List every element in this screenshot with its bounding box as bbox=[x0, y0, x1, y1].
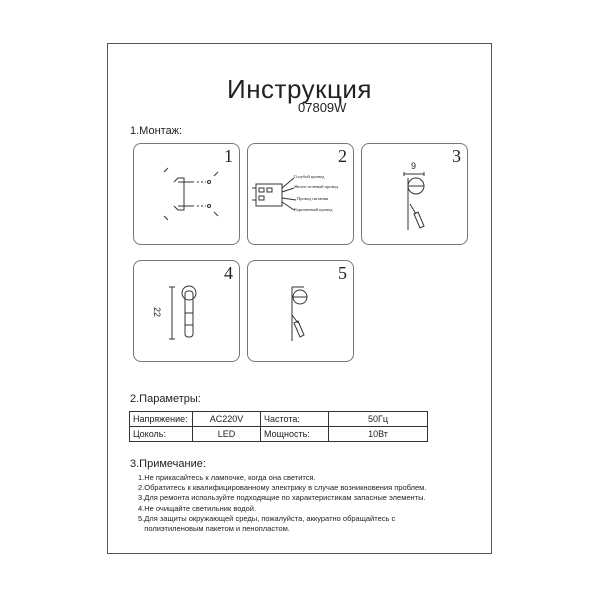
step-3-panel bbox=[361, 143, 468, 245]
lamp-front-view-illustration bbox=[362, 144, 469, 246]
step-number: 4 bbox=[224, 263, 233, 283]
document-title: Инструкция bbox=[227, 74, 372, 104]
dimension-9-label: 9 bbox=[411, 161, 417, 171]
list-item: 5.Для защиты окружающей среды, пожалуйста, аккуратно обращайтесь с bbox=[138, 513, 396, 523]
list-item: полиэтиленовым пакетом и пенопластом. bbox=[138, 524, 290, 534]
list-item: 1.Не прикасайтесь к лампочке, когда она светится. bbox=[138, 473, 316, 482]
step-number: 1 bbox=[224, 146, 233, 166]
param-label: Мощность: bbox=[261, 427, 329, 442]
wire-label-yellow-green: Желто-зеленый провод bbox=[294, 184, 339, 189]
table-row bbox=[130, 412, 428, 427]
list-item: 3.Для ремонта используйте подходящие по характеристикам запасные элементы. bbox=[138, 493, 426, 503]
wire-label-power: Провод питания bbox=[297, 196, 329, 201]
notes-heading: 3.Примечание: bbox=[130, 458, 206, 470]
notes-list bbox=[138, 473, 426, 534]
param-label: Цоколь: bbox=[130, 427, 193, 442]
param-value: 50Гц bbox=[329, 412, 428, 427]
list-item: 4.Не очищайте светильник водой. bbox=[138, 503, 257, 513]
step-number: 2 bbox=[338, 146, 347, 166]
dimension-22-label: 22 bbox=[152, 306, 163, 318]
param-label: Частота: bbox=[261, 412, 329, 427]
installed-lamp-illustration bbox=[248, 261, 355, 363]
parameters-table bbox=[129, 411, 428, 442]
step-2-panel bbox=[247, 143, 354, 245]
wiring-illustration bbox=[248, 144, 355, 246]
parameters-heading: 2.Параметры: bbox=[130, 393, 201, 405]
param-value: LED bbox=[193, 427, 261, 442]
param-label: Напряжение: bbox=[130, 412, 193, 427]
param-value: AC220V bbox=[193, 412, 261, 427]
instruction-sheet bbox=[107, 43, 492, 554]
step-4-panel bbox=[133, 260, 240, 362]
list-item: 2.Обратитесь к квалифицированному электрику в случае возникновения проблем. bbox=[138, 483, 427, 493]
step-5-panel bbox=[247, 260, 354, 362]
step-number: 3 bbox=[452, 146, 461, 166]
wire-label-blue: Голубой провод bbox=[294, 174, 325, 179]
lamp-side-view-illustration bbox=[134, 261, 241, 363]
param-value: 10Вт bbox=[329, 427, 428, 442]
step-1-panel bbox=[133, 143, 240, 245]
model-code: 07809W bbox=[298, 100, 347, 115]
step-number: 5 bbox=[338, 263, 347, 283]
wire-label-brown: Коричневый провод bbox=[294, 207, 333, 212]
bracket-mounting-illustration bbox=[134, 144, 241, 246]
table-row bbox=[130, 427, 428, 442]
mounting-heading: 1.Монтаж: bbox=[130, 125, 183, 137]
